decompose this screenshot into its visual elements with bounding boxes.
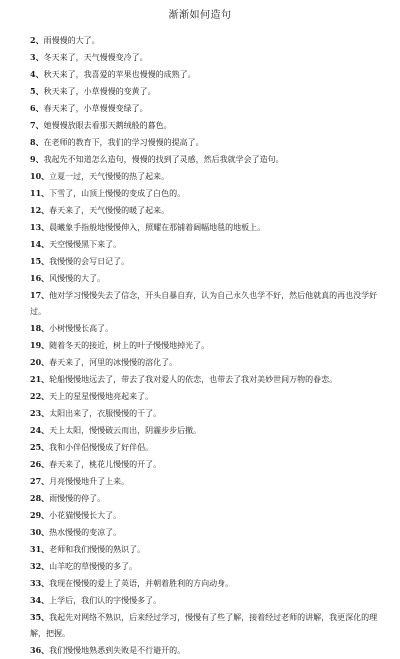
list-item (30, 219, 382, 236)
item-number: 22、 (30, 391, 50, 401)
item-number: 19、 (30, 340, 50, 350)
list-item (30, 185, 382, 202)
list-item (30, 558, 382, 575)
item-text: 上学后，我们认的字慢慢多了。 (49, 596, 162, 605)
item-number: 5、 (30, 86, 44, 96)
list-item (30, 66, 382, 83)
item-number: 26、 (30, 459, 50, 469)
list-item (30, 354, 382, 371)
list-item (30, 642, 382, 659)
item-text: 我和小伴侣慢慢成了好伴侣。 (49, 443, 154, 452)
item-number: 28、 (30, 493, 50, 503)
list-item (30, 117, 382, 134)
list-item (30, 439, 382, 456)
item-text: 立夏一过，天气慢慢的热了起来。 (49, 172, 170, 181)
list-item (30, 609, 382, 642)
item-number: 13、 (30, 222, 50, 232)
list-item (30, 490, 382, 507)
list-item (30, 592, 382, 609)
item-text: 小花猫慢慢长大了。 (49, 511, 122, 520)
item-number: 6、 (30, 103, 44, 113)
item-text: 春天来了，桃花儿慢慢的开了。 (49, 460, 162, 469)
list-item (30, 270, 382, 287)
item-text: 他对学习慢慢失去了信念，开头自暴自弃，认为自己永久也学不好，然后他就真的再也没学好过。 (30, 291, 378, 316)
item-text: 轮船慢慢地远去了，带去了我对爱人的依恋，也带去了我对美妙世间万物的眷恋。 (49, 375, 338, 384)
item-text: 风慢慢的大了。 (49, 274, 106, 283)
item-number: 34、 (30, 595, 50, 605)
list-item (30, 202, 382, 219)
item-text: 天上太阳，慢慢破云而出，阴霾步步后撤。 (49, 426, 202, 435)
list-item (30, 473, 382, 490)
item-number: 35、 (30, 612, 50, 622)
item-number: 15、 (30, 256, 50, 266)
item-text: 我慢慢的会写日记了。 (49, 257, 130, 266)
list-item (30, 405, 382, 422)
list-item (30, 151, 382, 168)
item-text: 太阳出来了，衣服慢慢的干了。 (49, 409, 162, 418)
list-item (30, 236, 382, 253)
list-item (30, 320, 382, 337)
list-item (30, 422, 382, 439)
list-item (30, 100, 382, 117)
item-number: 16、 (30, 273, 50, 283)
item-text: 秋天来了，我喜爱的苹果也慢慢的成熟了。 (43, 70, 196, 79)
item-text: 秋天来了，小草慢慢的变黄了。 (43, 87, 156, 96)
item-number: 33、 (30, 578, 50, 588)
item-number: 9、 (30, 154, 44, 164)
list-item (30, 456, 382, 473)
item-text: 下雪了，山顶上慢慢的变成了白色的。 (49, 189, 186, 198)
item-text: 天空慢慢黑下来了。 (49, 240, 122, 249)
item-text: 我们慢慢地熟悉到失败是不行避开的。 (49, 646, 186, 655)
item-number: 20、 (30, 357, 50, 367)
list-item (30, 253, 382, 270)
item-number: 8、 (30, 137, 44, 147)
item-text: 冬天来了，天气慢慢变冷了。 (43, 53, 148, 62)
item-text: 她慢慢放眼去看那天鹅绒般的暮色。 (43, 121, 172, 130)
item-text: 山羊吃的草慢慢的多了。 (49, 562, 138, 571)
item-number: 2、 (30, 35, 44, 45)
item-text: 晨曦象手指般地慢慢伸入，照耀在那铺着阔幅地毯的地板上。 (49, 223, 266, 232)
item-text: 月亮慢慢地升了上来。 (49, 477, 130, 486)
list-item (30, 168, 382, 185)
document-title: 渐渐如何造句 (168, 10, 232, 21)
item-number: 25、 (30, 442, 50, 452)
item-number: 23、 (30, 408, 50, 418)
item-number: 24、 (30, 425, 50, 435)
list-item (30, 575, 382, 592)
item-number: 30、 (30, 527, 50, 537)
item-text: 热水慢慢的变凉了。 (49, 528, 122, 537)
list-item (30, 337, 382, 354)
item-text: 小树慢慢长高了。 (49, 324, 114, 333)
item-number: 31、 (30, 544, 50, 554)
item-number: 14、 (30, 239, 50, 249)
item-text: 雨慢慢的停了。 (49, 494, 106, 503)
item-text: 老师和我们慢慢的熟识了。 (49, 545, 146, 554)
item-number: 27、 (30, 476, 50, 486)
item-number: 18、 (30, 323, 50, 333)
list-item (30, 287, 382, 320)
item-number: 4、 (30, 69, 44, 79)
list-item (30, 32, 382, 49)
item-text: 春天来了，小草慢慢变绿了。 (43, 104, 148, 113)
item-text: 在老师的教育下，我们的学习慢慢的提高了。 (43, 138, 204, 147)
sentence-list (30, 32, 382, 659)
list-item (30, 507, 382, 524)
list-item (30, 134, 382, 151)
list-item (30, 388, 382, 405)
item-text: 我现在慢慢的爱上了英语，并朝着胜利的方向动身。 (49, 579, 234, 588)
item-number: 11、 (30, 188, 50, 198)
item-number: 32、 (30, 561, 50, 571)
list-item (30, 371, 382, 388)
list-item (30, 49, 382, 66)
item-number: 7、 (30, 120, 44, 130)
item-number: 12、 (30, 205, 50, 215)
list-item (30, 524, 382, 541)
item-number: 3、 (30, 52, 44, 62)
item-text: 天上的星星慢慢地亮起来了。 (49, 392, 154, 401)
item-number: 21、 (30, 374, 50, 384)
item-text: 雨慢慢的大了。 (43, 36, 100, 45)
list-item (30, 541, 382, 558)
item-text: 我起先对网络不熟识，后来经过学习，慢慢有了些了解，接着经过老师的讲解，我更深化的理解，把握。 (30, 613, 378, 638)
item-text: 春天来了，天气慢慢的暖了起来。 (49, 206, 170, 215)
item-number: 29、 (30, 510, 50, 520)
item-text: 我起先不知道怎么造句，慢慢的找到了灵感，然后我就学会了造句。 (43, 155, 284, 164)
item-number: 10、 (30, 171, 50, 181)
item-number: 36、 (30, 645, 50, 655)
item-number: 17、 (30, 290, 50, 300)
item-text: 随着冬天的接近，树上的叶子慢慢地掉光了。 (49, 341, 210, 350)
list-item (30, 83, 382, 100)
item-text: 春天来了，河里的冰慢慢的溶化了。 (49, 358, 178, 367)
